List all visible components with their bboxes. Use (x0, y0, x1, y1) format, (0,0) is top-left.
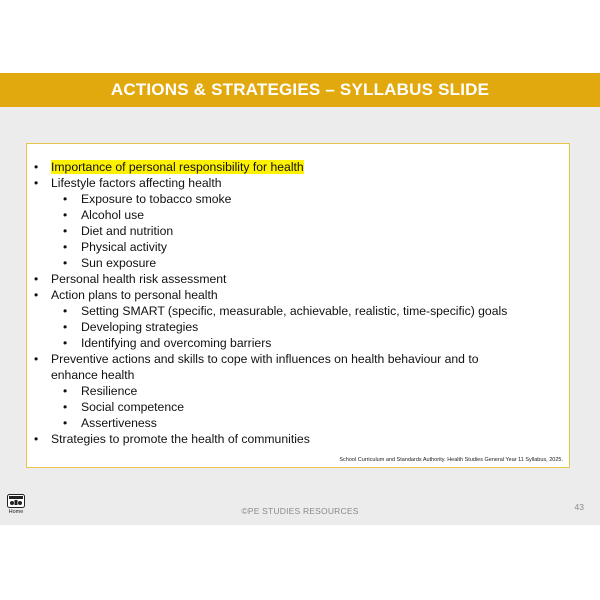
item-text: Diet and nutrition (81, 224, 174, 238)
page-number: 43 (574, 502, 584, 512)
sub-bullet-item (27, 223, 567, 239)
sub-bullet-item (27, 399, 567, 415)
bullet-marker: • (34, 432, 39, 446)
bullet-marker: • (63, 256, 68, 270)
bullet-item (27, 159, 567, 175)
bullet-marker: • (63, 384, 68, 398)
bullet-marker: • (63, 336, 68, 350)
item-text: Developing strategies (81, 320, 199, 334)
sub-bullet-item (27, 335, 567, 351)
bullet-marker: • (63, 320, 68, 334)
bullet-marker: • (63, 400, 68, 414)
item-text: Physical activity (81, 240, 168, 254)
item-text: Sun exposure (81, 256, 157, 270)
item-text: Setting SMART (specific, measurable, achievable, realistic, time-specific) goals (81, 304, 508, 318)
sub-bullet-item (27, 207, 567, 223)
item-text: Assertiveness (81, 416, 157, 430)
bullet-marker: • (63, 416, 68, 430)
item-text: Alcohol use (81, 208, 145, 222)
bullet-marker: • (63, 240, 68, 254)
sub-bullet-item (27, 303, 567, 319)
bullet-marker: • (63, 192, 68, 206)
bullet-item (27, 351, 567, 383)
bullet-marker: • (34, 352, 39, 366)
sub-bullet-item (27, 255, 567, 271)
item-text: Lifestyle factors affecting health (51, 176, 222, 190)
bullet-marker: • (63, 304, 68, 318)
footer-copyright: ©PE STUDIES RESOURCES (241, 506, 359, 516)
item-text: Action plans to personal health (51, 288, 218, 302)
bullet-item (27, 175, 567, 191)
bullet-marker: • (63, 224, 68, 238)
item-text: Exposure to tobacco smoke (81, 192, 232, 206)
sub-bullet-item (27, 415, 567, 431)
bullet-item (27, 271, 567, 287)
bullet-marker: • (34, 160, 39, 174)
syllabus-content-box (26, 143, 570, 468)
item-text: Identifying and overcoming barriers (81, 336, 272, 350)
bullet-item (27, 431, 567, 447)
bullet-marker: • (34, 272, 39, 286)
item-text: Social competence (81, 400, 184, 414)
syllabus-bullet-list (27, 159, 567, 447)
item-text: Strategies to promote the health of communities (51, 432, 310, 446)
slide-title: ACTIONS & STRATEGIES – SYLLABUS SLIDE (0, 73, 600, 107)
bullet-marker: • (63, 208, 68, 222)
item-text: Personal health risk assessment (51, 272, 227, 286)
bullet-marker: • (34, 176, 39, 190)
item-text: Preventive actions and skills to cope with influences on health behaviour and to enhance health (51, 352, 479, 382)
citation: School Curriculum and Standards Authority. Health Studies General Year 11 Syllabus, 2025. (339, 457, 563, 463)
sub-bullet-item (27, 319, 567, 335)
sub-bullet-item (27, 239, 567, 255)
bullet-item (27, 287, 567, 303)
sub-bullet-item (27, 383, 567, 399)
item-text: Resilience (81, 384, 138, 398)
home-label: Home (8, 509, 24, 515)
slide (0, 73, 600, 525)
sub-bullet-item (27, 191, 567, 207)
highlighted-item-text: Importance of personal responsibility for health (51, 160, 304, 174)
bullet-marker: • (34, 288, 39, 302)
